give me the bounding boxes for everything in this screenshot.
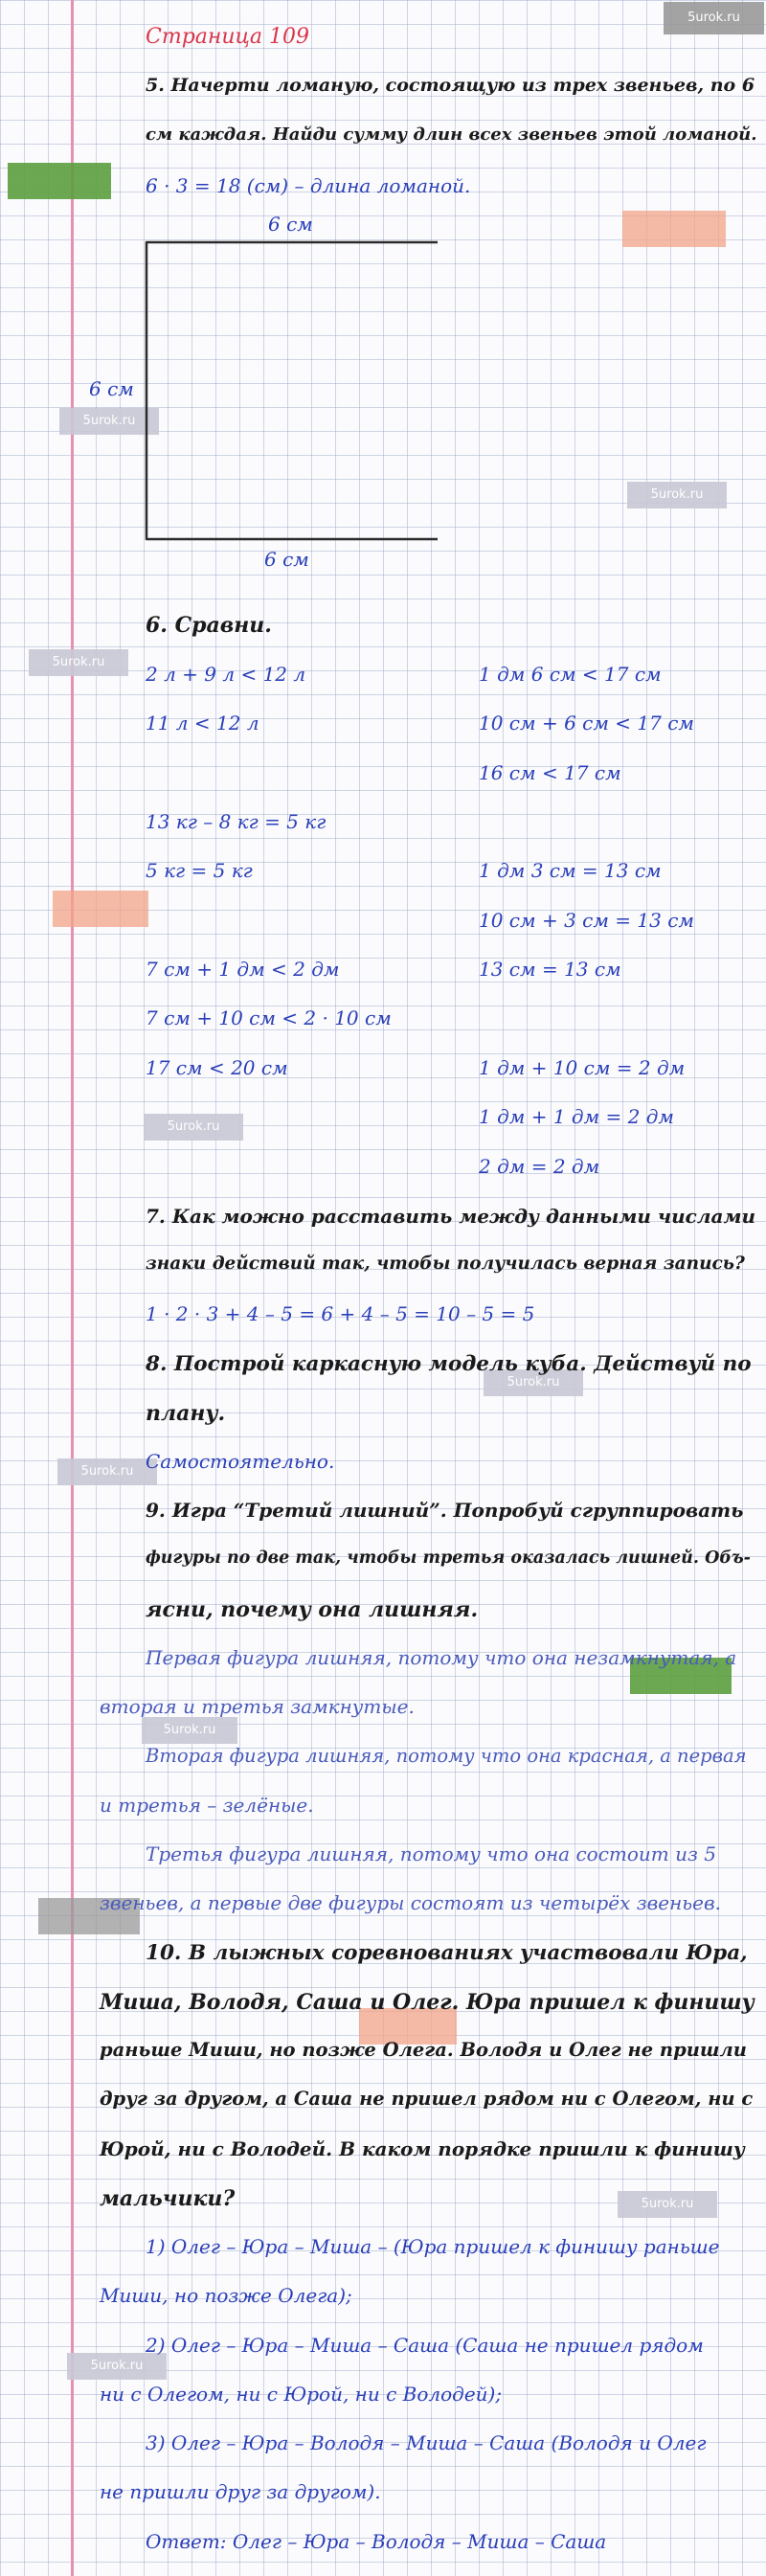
task-10-text: 10. В лыжных соревнованиях участвовали Юра, [146,1941,748,1965]
compare-left-line: 11 л < 12 л [146,712,259,734]
compare-left-line: 13 кг – 8 кг = 5 кг [146,810,327,833]
compare-right-line: 16 см < 17 см [479,761,621,784]
task-10-answer: не пришли друг за другом). [100,2480,381,2503]
page-title: Страница 109 [146,25,310,49]
task-9-text: 9. Игра “Третий лишний”. Попробуй сгруппировать [146,1499,744,1522]
task-9-answer: и третья – зелёные. [100,1794,314,1817]
compare-right-line: 1 дм 3 см = 13 см [479,859,662,882]
polyline-figure [0,0,766,594]
task-9-answer: звеньев, а первые две фигуры состоят из четырёх звеньев. [100,1891,722,1914]
task-10-text: раньше Миши, но позже Олега. Володя и Олег не пришли [100,2039,747,2061]
task-10-text: друг за другом, а Саша не пришел рядом ни с Олегом, ни с [100,2088,754,2110]
compare-right-line: 1 дм + 1 дм = 2 дм [479,1105,674,1128]
watermark-logo: 5urok.ru [29,649,128,676]
watermark-logo: 5urok.ru [484,1369,583,1396]
compare-left-line: 5 кг = 5 кг [146,859,253,882]
task-10-final-answer: Ответ: Олег – Юра – Володя – Миша – Саша [146,2530,607,2553]
task-7-answer: 1 · 2 · 3 + 4 – 5 = 6 + 4 – 5 = 10 – 5 = 5 [146,1302,535,1325]
task-9-text: фигуры по две так, чтобы третья оказалась лишней. Объ- [146,1548,751,1568]
task-5-text: см каждая. Найди сумму длин всех звеньев этой ломаной. [146,124,757,145]
task-9-answer: Вторая фигура лишняя, потому что она красная, а первая [146,1745,747,1767]
task-9-answer: Третья фигура лишняя, потому что она состоит из 5 [146,1842,716,1865]
task-6-heading: 6. Сравни. [146,613,272,638]
watermark-block [53,891,148,927]
compare-right-line: 2 дм = 2 дм [479,1155,600,1178]
task-10-text: Юрой, ни с Володей. В каком порядке пришли к финишу [100,2137,745,2160]
compare-left-line: 7 см + 10 см < 2 · 10 см [146,1006,392,1029]
compare-right-line: 13 см = 13 см [479,958,621,981]
task-9-answer: вторая и третья замкнутые. [100,1695,415,1718]
compare-right-line: 10 см + 3 см = 13 см [479,909,694,932]
task-7-text: знаки действий так, чтобы получилась верная запись? [146,1254,745,1274]
watermark-logo: 5urok.ru [59,408,159,435]
compare-left-line: 2 л + 9 л < 12 л [146,663,306,686]
watermark-logo: 5urok.ru [67,2353,167,2380]
watermark-logo: 5urok.ru [618,2191,717,2218]
polyline [146,242,438,539]
watermark-logo: 5urok.ru [142,1717,237,1744]
watermark-logo: 5urok.ru [627,482,727,508]
task-10-answer: 2) Олег – Юра – Миша – Саша (Саша не пришел рядом [146,2334,704,2357]
watermark-logo: 5urok.ru [664,2,764,34]
task-8-answer: Самостоятельно. [146,1450,335,1473]
watermark-logo: 5urok.ru [144,1114,243,1141]
compare-left-line: 17 см < 20 см [146,1056,288,1079]
task-10-text: мальчики? [100,2186,236,2211]
task-10-text: Миша, Володя, Саша и Олег. Юра пришел к финишу [100,1990,755,2015]
segment-label-top: 6 см [268,213,313,236]
task-10-answer: Миши, но позже Олега); [100,2284,352,2307]
task-9-text: ясни, почему она лишняя. [146,1597,479,1622]
task-10-answer: ни с Олегом, ни с Юрой, ни с Володей); [100,2383,503,2406]
compare-left-line: 7 см + 1 дм < 2 дм [146,958,340,981]
compare-right-line: 1 дм 6 см < 17 см [479,663,662,686]
task-10-answer: 1) Олег – Юра – Миша – (Юра пришел к финишу раньше [146,2235,720,2258]
task-5-answer: 6 · 3 = 18 (см) – длина ломаной. [146,174,471,197]
watermark-logo: 5urok.ru [57,1458,157,1485]
task-9-answer: Первая фигура лишняя, потому что она незамкнутая, а [146,1646,737,1669]
compare-right-line: 1 дм + 10 см = 2 дм [479,1056,686,1079]
task-8-text: плану. [146,1401,226,1426]
task-5-text: 5. Начерти ломаную, состоящую из трех звеньев, по 6 [146,75,755,96]
task-8-text: 8. Построй каркасную модель куба. Действуй по [146,1352,752,1376]
task-7-text: 7. Как можно расставить между данными числами [146,1205,756,1228]
compare-right-line: 10 см + 6 см < 17 см [479,712,694,734]
segment-label-bottom: 6 см [264,548,309,571]
task-10-answer: 3) Олег – Юра – Володя – Миша – Саша (Володя и Олег [146,2431,707,2454]
segment-label-left: 6 см [89,377,134,400]
